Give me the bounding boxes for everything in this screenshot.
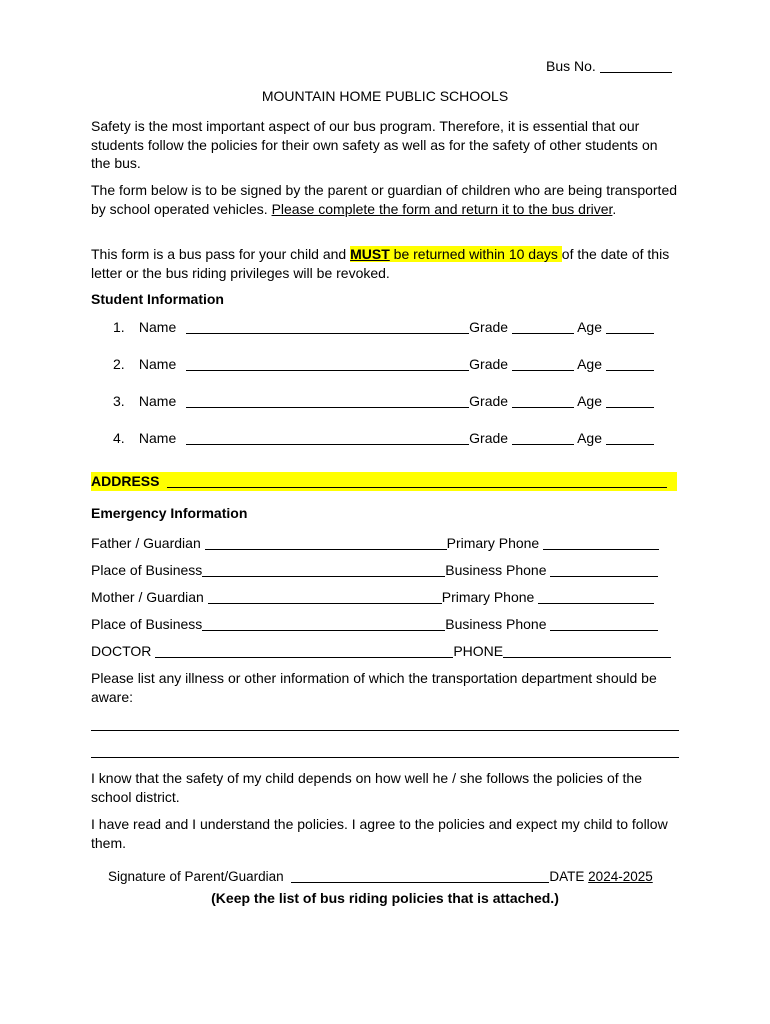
emergency-left-label: Place of Business bbox=[91, 616, 203, 632]
address-row bbox=[91, 472, 677, 491]
student-name-field[interactable] bbox=[186, 393, 469, 408]
student-age-field[interactable] bbox=[606, 356, 654, 371]
signature-field[interactable] bbox=[291, 868, 549, 883]
emergency-right-label: Business Phone bbox=[445, 616, 547, 632]
student-grade-field[interactable] bbox=[512, 319, 574, 334]
emergency-right-field[interactable] bbox=[550, 562, 658, 577]
bus-number-line bbox=[546, 57, 672, 75]
closing-paragraph-1: I know that the safety of my child depends on how well he / she follows the policies of the school district. bbox=[91, 770, 642, 805]
student-name-label: Name bbox=[138, 319, 177, 335]
emergency-row bbox=[91, 642, 671, 660]
student-age-field[interactable] bbox=[606, 430, 654, 445]
emergency-row bbox=[91, 615, 658, 633]
intro-paragraph-1: Safety is the most important aspect of our bus program. Therefore, it is essential that our students follow the policies for their own safety as well as for the safety of other students on the bus. bbox=[91, 118, 658, 171]
student-name-label: Name bbox=[138, 430, 177, 446]
student-row bbox=[113, 318, 654, 336]
student-age-label: Age bbox=[577, 393, 602, 409]
intro-p2-end: . bbox=[612, 200, 617, 217]
emergency-right-label: Primary Phone bbox=[446, 535, 540, 551]
return-instruction: Please complete the form and return it to the bus driver bbox=[271, 200, 613, 217]
student-name-label: Name bbox=[138, 393, 177, 409]
student-age-label: Age bbox=[577, 430, 602, 446]
emergency-info-heading: Emergency Information bbox=[91, 505, 248, 521]
student-grade-label: Grade bbox=[469, 356, 509, 372]
student-name-field[interactable] bbox=[186, 430, 469, 445]
bus-number-field[interactable] bbox=[600, 58, 672, 73]
date-value: 2024-2025 bbox=[588, 869, 653, 884]
closing-paragraph-2: I have read and I understand the policies. I agree to the policies and expect my child to follow them. bbox=[91, 816, 668, 851]
emergency-left-label: Father / Guardian bbox=[91, 535, 201, 551]
emergency-left-field[interactable] bbox=[208, 589, 442, 604]
illness-instructions: Please list any illness or other information of which the transportation department should be aware: bbox=[91, 670, 657, 705]
student-age-field[interactable] bbox=[606, 319, 654, 334]
intro-p2-text: The form below is to be signed by the parent or guardian of children who are being transported by school operated vehicles. bbox=[91, 182, 678, 217]
emergency-right-label: Primary Phone bbox=[441, 589, 535, 605]
student-age-field[interactable] bbox=[606, 393, 654, 408]
date-label: DATE bbox=[549, 869, 585, 884]
deadline-highlight: be returned within 10 days bbox=[389, 246, 562, 262]
emergency-left-label: DOCTOR bbox=[91, 643, 152, 659]
student-grade-label: Grade bbox=[469, 430, 509, 446]
student-grade-field[interactable] bbox=[512, 430, 574, 445]
emergency-left-label: Place of Business bbox=[91, 562, 203, 578]
student-name-label: Name bbox=[138, 356, 177, 372]
intro-paragraph-2 bbox=[91, 181, 679, 218]
emergency-right-label: PHONE bbox=[453, 643, 504, 659]
emergency-row bbox=[91, 561, 658, 579]
student-row bbox=[113, 392, 654, 410]
student-age-label: Age bbox=[577, 356, 602, 372]
student-row-number: 4. bbox=[113, 430, 125, 446]
student-name-field[interactable] bbox=[186, 356, 469, 371]
bus-number-label: Bus No. bbox=[546, 58, 596, 74]
intro-p3-end: of the date of this letter or the bus riding privileges will be revoked. bbox=[91, 246, 670, 281]
school-title: MOUNTAIN HOME PUBLIC SCHOOLS bbox=[261, 88, 509, 104]
emergency-row bbox=[91, 534, 659, 552]
student-grade-field[interactable] bbox=[512, 393, 574, 408]
student-row bbox=[113, 429, 654, 447]
address-field[interactable] bbox=[167, 473, 667, 488]
student-grade-label: Grade bbox=[469, 319, 509, 335]
signature-label: Signature of Parent/Guardian bbox=[108, 869, 284, 884]
signature-row bbox=[108, 868, 653, 886]
student-grade-label: Grade bbox=[469, 393, 509, 409]
student-row bbox=[113, 355, 654, 373]
emergency-left-field[interactable] bbox=[205, 535, 447, 550]
emergency-left-field[interactable] bbox=[202, 562, 445, 577]
illness-field-line-2[interactable] bbox=[91, 757, 679, 758]
emergency-right-field[interactable] bbox=[503, 643, 671, 658]
emergency-left-label: Mother / Guardian bbox=[91, 589, 204, 605]
student-info-heading: Student Information bbox=[91, 291, 224, 307]
student-name-field[interactable] bbox=[186, 319, 469, 334]
student-row-number: 2. bbox=[113, 356, 125, 372]
emergency-row bbox=[91, 588, 654, 606]
illness-field-line-1[interactable] bbox=[91, 730, 679, 731]
emergency-right-field[interactable] bbox=[550, 616, 658, 631]
must-emphasis: MUST bbox=[350, 246, 390, 262]
student-row-number: 3. bbox=[113, 393, 125, 409]
intro-p3-text: This form is a bus pass for your child and bbox=[91, 246, 351, 262]
emergency-left-field[interactable] bbox=[202, 616, 445, 631]
keep-policies-note: (Keep the list of bus riding policies that is attached.) bbox=[211, 890, 559, 906]
student-grade-field[interactable] bbox=[512, 356, 574, 371]
emergency-right-label: Business Phone bbox=[445, 562, 547, 578]
emergency-left-field[interactable] bbox=[155, 643, 453, 658]
address-label: ADDRESS bbox=[91, 473, 160, 489]
student-row-number: 1. bbox=[113, 319, 125, 335]
student-age-label: Age bbox=[577, 319, 602, 335]
intro-paragraph-3 bbox=[91, 245, 679, 282]
emergency-right-field[interactable] bbox=[538, 589, 654, 604]
emergency-right-field[interactable] bbox=[543, 535, 659, 550]
